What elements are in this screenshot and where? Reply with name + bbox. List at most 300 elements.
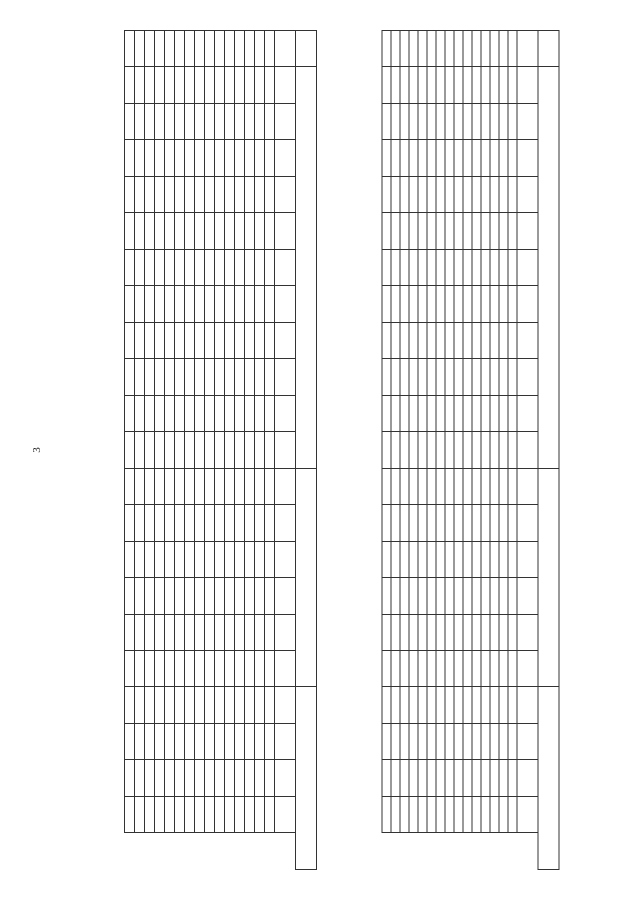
- table-cell: [185, 578, 195, 614]
- table-row: [409, 31, 418, 870]
- table-cell: [445, 176, 454, 212]
- table-cell: [418, 395, 427, 431]
- table-cell: [255, 578, 265, 614]
- table-cell: [409, 249, 418, 285]
- table-cell: [135, 249, 145, 285]
- table-cell: [225, 213, 235, 249]
- table-cell: [427, 468, 436, 504]
- table-cell: [499, 103, 508, 139]
- row-label-cell: [454, 31, 463, 67]
- table-cell: [165, 322, 175, 358]
- column-group-header: [538, 687, 559, 870]
- table-cell: [255, 650, 265, 686]
- table-cell: [436, 176, 445, 212]
- table-cell: [409, 578, 418, 614]
- table-cell: [245, 249, 255, 285]
- table-cell: [235, 723, 245, 759]
- table-cell: [508, 541, 517, 577]
- table-cell: [499, 614, 508, 650]
- table-cell: [445, 723, 454, 759]
- table-cell: [185, 650, 195, 686]
- table-cell: [135, 760, 145, 796]
- column-header-row: [275, 31, 296, 870]
- table-cell: [409, 140, 418, 176]
- table-row: [508, 31, 517, 870]
- row-label-cell: [418, 31, 427, 67]
- table-cell: [472, 614, 481, 650]
- table-cell: [145, 796, 155, 832]
- table-row: [235, 31, 245, 870]
- group-header-row: [296, 31, 317, 870]
- table-cell: [155, 395, 165, 431]
- table-cell: [481, 796, 490, 832]
- column-group-header: [538, 31, 559, 67]
- table-cell: [427, 541, 436, 577]
- table-cell: [508, 140, 517, 176]
- table-cell: [155, 249, 165, 285]
- table-row: [445, 31, 454, 870]
- table-cell: [215, 395, 225, 431]
- table-cell: [454, 650, 463, 686]
- column-header: [275, 286, 296, 322]
- table-cell: [445, 760, 454, 796]
- table-cell: [454, 140, 463, 176]
- table-cell: [265, 687, 275, 723]
- table-cell: [165, 213, 175, 249]
- table-cell: [125, 249, 135, 285]
- table-cell: [508, 687, 517, 723]
- row-label-cell: [490, 31, 499, 67]
- table-cell: [499, 687, 508, 723]
- table-cell: [185, 395, 195, 431]
- table-cell: [472, 432, 481, 468]
- table-row: [155, 31, 165, 870]
- table-cell: [454, 468, 463, 504]
- table-cell: [145, 286, 155, 322]
- table-cell: [175, 468, 185, 504]
- table-cell: [145, 541, 155, 577]
- table-row: [436, 31, 445, 870]
- table-cell: [490, 249, 499, 285]
- table-cell: [391, 286, 400, 322]
- table-cell: [409, 213, 418, 249]
- table-cell: [391, 650, 400, 686]
- table-row: [135, 31, 145, 870]
- table-cell: [481, 176, 490, 212]
- table-cell: [205, 249, 215, 285]
- table-cell: [436, 760, 445, 796]
- table-cell: [499, 432, 508, 468]
- table-cell: [499, 578, 508, 614]
- table-cell: [472, 359, 481, 395]
- table-cell: [235, 286, 245, 322]
- table-cell: [185, 760, 195, 796]
- table-cell: [472, 505, 481, 541]
- table-cell: [165, 286, 175, 322]
- column-header: [517, 249, 538, 285]
- table-title: [320, 30, 334, 870]
- table-cell: [235, 650, 245, 686]
- table-cell: [499, 650, 508, 686]
- table-cell: [205, 176, 215, 212]
- table-cell: [508, 614, 517, 650]
- table-cell: [445, 67, 454, 103]
- table-cell: [391, 468, 400, 504]
- column-header: [275, 723, 296, 759]
- table-cell: [481, 723, 490, 759]
- table-cell: [382, 541, 391, 577]
- table-cell: [135, 103, 145, 139]
- table-cell: [445, 468, 454, 504]
- table-cell: [215, 650, 225, 686]
- table-cell: [382, 103, 391, 139]
- table-cell: [472, 541, 481, 577]
- table-cell: [185, 286, 195, 322]
- table-cell: [215, 468, 225, 504]
- table-cell: [175, 541, 185, 577]
- table-cell: [175, 176, 185, 212]
- table-cell: [135, 395, 145, 431]
- table-cell: [418, 760, 427, 796]
- table-cell: [215, 286, 225, 322]
- row-label-cell: [175, 31, 185, 67]
- table-cell: [490, 650, 499, 686]
- table-row: [481, 31, 490, 870]
- table-cell: [155, 614, 165, 650]
- table-cell: [125, 67, 135, 103]
- table-cell: [195, 103, 205, 139]
- table-cell: [175, 395, 185, 431]
- table-cell: [225, 140, 235, 176]
- table-cell: [165, 796, 175, 832]
- row-label-cell: [155, 31, 165, 67]
- table-cell: [135, 541, 145, 577]
- table-cell: [205, 578, 215, 614]
- table-cell: [165, 468, 175, 504]
- table-cell: [400, 650, 409, 686]
- table-cell: [472, 723, 481, 759]
- table-cell: [155, 322, 165, 358]
- table-cell: [427, 213, 436, 249]
- table-cell: [490, 432, 499, 468]
- table-cell: [195, 468, 205, 504]
- column-header: [275, 432, 296, 468]
- table-cell: [195, 541, 205, 577]
- table-cell: [382, 687, 391, 723]
- table-cell: [427, 505, 436, 541]
- table-cell: [175, 687, 185, 723]
- table-cell: [225, 176, 235, 212]
- table-cell: [235, 687, 245, 723]
- table-cell: [125, 286, 135, 322]
- table-cell: [472, 286, 481, 322]
- table-cell: [145, 322, 155, 358]
- table-cell: [255, 322, 265, 358]
- table-row: [255, 31, 265, 870]
- table-cell: [235, 505, 245, 541]
- table-cell: [499, 213, 508, 249]
- table-cell: [472, 760, 481, 796]
- table-cell: [400, 213, 409, 249]
- table-cell: [235, 760, 245, 796]
- table-cell: [481, 541, 490, 577]
- table-cell: [445, 505, 454, 541]
- table-cell: [155, 468, 165, 504]
- table-cell: [427, 103, 436, 139]
- table-cell: [481, 249, 490, 285]
- table-cell: [145, 723, 155, 759]
- table-cell: [195, 67, 205, 103]
- column-header: [517, 614, 538, 650]
- table-cell: [472, 468, 481, 504]
- table-cell: [454, 796, 463, 832]
- table-cell: [481, 505, 490, 541]
- table-cell: [463, 468, 472, 504]
- row-label-cell: [215, 31, 225, 67]
- table-cell: [418, 578, 427, 614]
- column-header: [275, 176, 296, 212]
- table-cell: [508, 760, 517, 796]
- table-cell: [490, 140, 499, 176]
- table-cell: [382, 67, 391, 103]
- table-cell: [245, 432, 255, 468]
- table-row: [382, 31, 391, 870]
- table-cell: [255, 103, 265, 139]
- table-cell: [418, 468, 427, 504]
- table-cell: [454, 432, 463, 468]
- column-header: [275, 249, 296, 285]
- table-cell: [145, 650, 155, 686]
- table-cell: [409, 723, 418, 759]
- table-cell: [145, 103, 155, 139]
- table-cell: [472, 67, 481, 103]
- table-cell: [125, 140, 135, 176]
- table-cell: [255, 213, 265, 249]
- table-cell: [215, 359, 225, 395]
- table-cell: [445, 687, 454, 723]
- table-cell: [235, 140, 245, 176]
- table-cell: [391, 505, 400, 541]
- table-cell: [225, 723, 235, 759]
- table-cell: [409, 687, 418, 723]
- table-cell: [418, 359, 427, 395]
- table-cell: [409, 541, 418, 577]
- table-cell: [463, 395, 472, 431]
- table-cell: [135, 67, 145, 103]
- table-cell: [265, 322, 275, 358]
- table-cell: [205, 359, 215, 395]
- table-cell: [185, 505, 195, 541]
- table-cell: [155, 541, 165, 577]
- table-cell: [205, 723, 215, 759]
- table-cell: [135, 432, 145, 468]
- column-header: [517, 213, 538, 249]
- row-label-cell: [125, 31, 135, 67]
- table-cell: [205, 760, 215, 796]
- table-cell: [391, 687, 400, 723]
- table-cell: [155, 213, 165, 249]
- table-cell: [155, 286, 165, 322]
- table-cell: [382, 322, 391, 358]
- table-cell: [155, 140, 165, 176]
- table-cell: [165, 614, 175, 650]
- table-cell: [409, 468, 418, 504]
- column-header: [517, 541, 538, 577]
- table-cell: [185, 213, 195, 249]
- table-cell: [472, 140, 481, 176]
- table-cell: [265, 103, 275, 139]
- table-cell: [508, 650, 517, 686]
- table-cell: [409, 322, 418, 358]
- table-cell: [409, 505, 418, 541]
- table-cell: [265, 432, 275, 468]
- table-cell: [409, 395, 418, 431]
- table-cell: [463, 140, 472, 176]
- table-row: [454, 31, 463, 870]
- table-cell: [445, 578, 454, 614]
- table-cell: [205, 541, 215, 577]
- table-cell: [145, 760, 155, 796]
- table-cell: [472, 213, 481, 249]
- table-cell: [499, 140, 508, 176]
- table-cell: [400, 395, 409, 431]
- table-cell: [481, 578, 490, 614]
- table-cell: [205, 103, 215, 139]
- table-cell: [235, 103, 245, 139]
- table-cell: [125, 468, 135, 504]
- table-cell: [185, 796, 195, 832]
- table-cell: [508, 249, 517, 285]
- table-title: [563, 30, 577, 870]
- table-cell: [472, 578, 481, 614]
- table-cell: [135, 796, 145, 832]
- table-cell: [165, 67, 175, 103]
- table-cell: [175, 578, 185, 614]
- table-cell: [175, 67, 185, 103]
- table-cell: [490, 468, 499, 504]
- table-cell: [225, 103, 235, 139]
- table-cell: [463, 687, 472, 723]
- table-cell: [427, 614, 436, 650]
- table-row: [125, 31, 135, 870]
- table-cell: [490, 359, 499, 395]
- table-cell: [490, 176, 499, 212]
- table-cell: [499, 505, 508, 541]
- table-cell: [436, 614, 445, 650]
- table-cell: [165, 359, 175, 395]
- table-cell: [499, 468, 508, 504]
- table-cell: [418, 796, 427, 832]
- column-header: [275, 31, 296, 67]
- table-cell: [463, 322, 472, 358]
- table-cell: [436, 67, 445, 103]
- table-cell: [235, 249, 245, 285]
- table-cell: [195, 286, 205, 322]
- table-cell: [391, 213, 400, 249]
- table-cell: [400, 176, 409, 212]
- table-cell: [382, 723, 391, 759]
- table-cell: [463, 103, 472, 139]
- table-cell: [255, 395, 265, 431]
- table-cell: [391, 140, 400, 176]
- table-cell: [265, 176, 275, 212]
- table-cell: [195, 650, 205, 686]
- table-cell: [245, 286, 255, 322]
- table-cell: [175, 359, 185, 395]
- table-cell: [165, 249, 175, 285]
- table-cell: [481, 395, 490, 431]
- table-cell: [391, 103, 400, 139]
- table-cell: [135, 723, 145, 759]
- row-label-cell: [235, 31, 245, 67]
- table-cell: [445, 614, 454, 650]
- table-cell: [427, 650, 436, 686]
- table-row: [215, 31, 225, 870]
- column-header: [517, 578, 538, 614]
- table-cell: [215, 432, 225, 468]
- column-header: [275, 687, 296, 723]
- table-cell: [427, 67, 436, 103]
- table-cell: [155, 359, 165, 395]
- table-cell: [205, 395, 215, 431]
- table-cell: [400, 103, 409, 139]
- row-label-cell: [436, 31, 445, 67]
- table-cell: [145, 176, 155, 212]
- table-cell: [135, 322, 145, 358]
- table-cell: [205, 468, 215, 504]
- column-header: [275, 614, 296, 650]
- table-cell: [225, 578, 235, 614]
- table-cell: [225, 67, 235, 103]
- table-cell: [235, 432, 245, 468]
- row-label-cell: [463, 31, 472, 67]
- table-cell: [427, 286, 436, 322]
- table-cell: [125, 432, 135, 468]
- table-row: [418, 31, 427, 870]
- table-cell: [135, 578, 145, 614]
- table-cell: [255, 687, 265, 723]
- table-cell: [125, 541, 135, 577]
- table-cell: [225, 432, 235, 468]
- row-label-cell: [165, 31, 175, 67]
- table-cell: [195, 322, 205, 358]
- table-cell: [205, 796, 215, 832]
- column-header-row: [517, 31, 538, 870]
- table-cell: [472, 395, 481, 431]
- table-cell: [499, 359, 508, 395]
- table-cell: [445, 395, 454, 431]
- table-cell: [195, 140, 205, 176]
- column-header: [275, 67, 296, 103]
- table-cell: [400, 359, 409, 395]
- table-cell: [215, 614, 225, 650]
- table-cell: [427, 723, 436, 759]
- table-cell: [499, 395, 508, 431]
- table-row: [185, 31, 195, 870]
- column-header: [275, 140, 296, 176]
- table-cell: [235, 796, 245, 832]
- table-cell: [454, 760, 463, 796]
- row-label-cell: [400, 31, 409, 67]
- table-cell: [436, 286, 445, 322]
- table-cell: [225, 468, 235, 504]
- table-cell: [463, 286, 472, 322]
- table-cell: [265, 359, 275, 395]
- table-cell: [205, 614, 215, 650]
- column-header: [517, 103, 538, 139]
- table-row: [472, 31, 481, 870]
- table-cell: [125, 322, 135, 358]
